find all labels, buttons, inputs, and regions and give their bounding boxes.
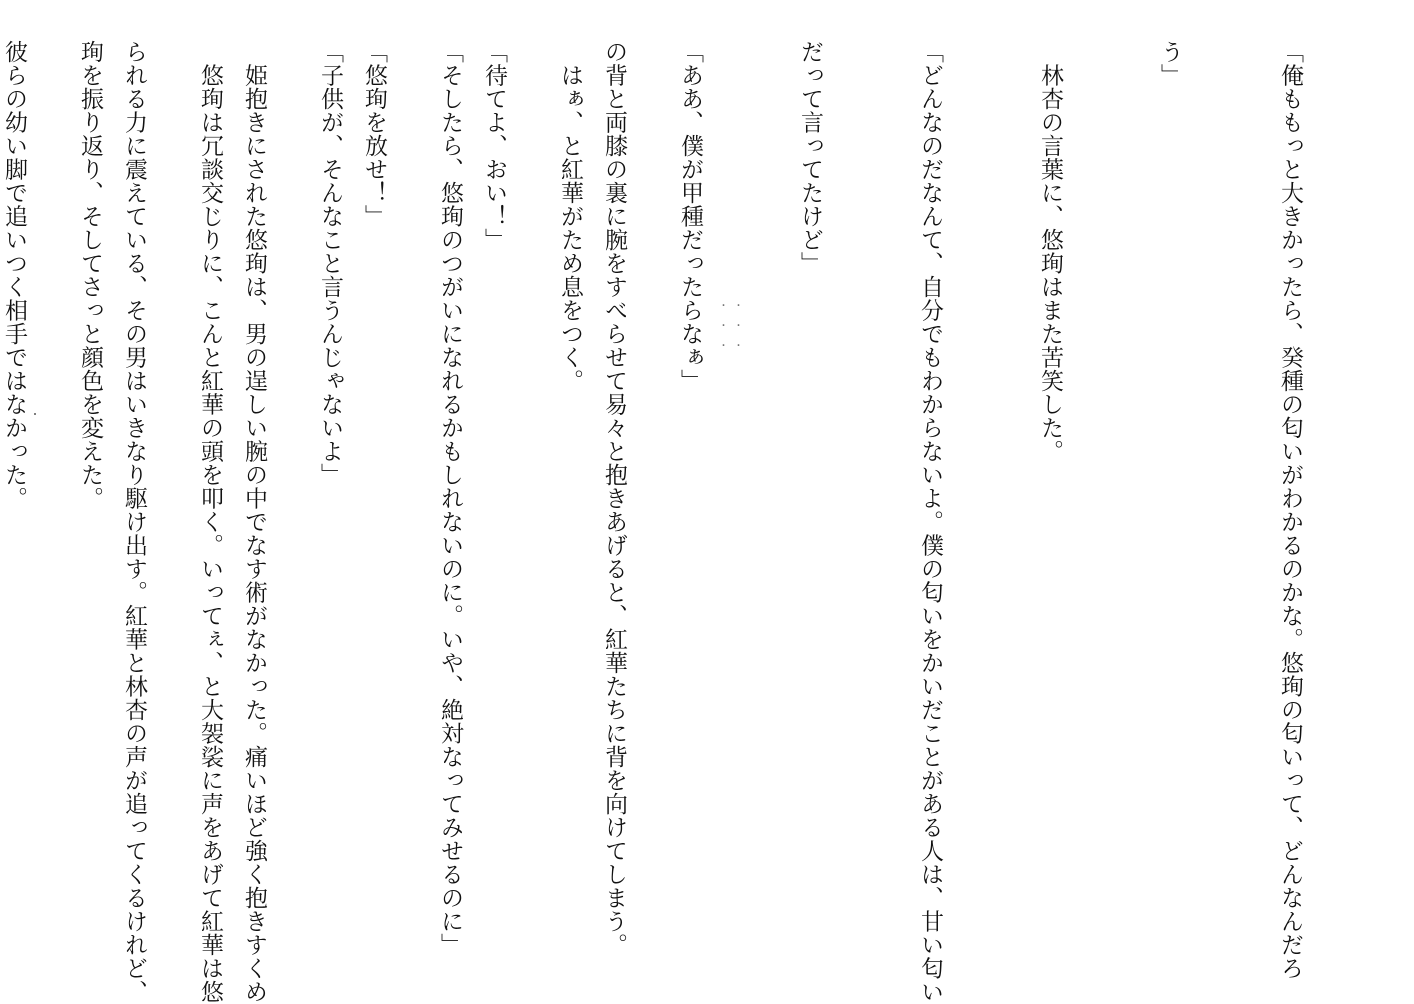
text-line: 「どんなのだなんて、自分でもわからないよ。僕の匂いをかいだことがある人は、甘い匂い	[917, 40, 943, 1004]
text-line: の背と両膝の裏に腕をすべらせて易々と抱きあげると、紅華たちに背を向けてしまう。	[601, 40, 627, 957]
text-line: 「子供が、そんなこと言うんじゃないよ」	[317, 40, 343, 487]
text-line: 珣を振り返り、そしてさっと顔色を変えた。	[77, 40, 103, 510]
text-line: はぁ、と紅華がため息をつく。	[557, 40, 583, 393]
text-column-left	[1, 40, 714, 1004]
text-line: 姫抱きにされた悠珣は、男の逞しい腕の中でなす術がなかった。痛いほど強く抱きすくめ	[241, 40, 267, 1004]
text-line: う」	[1157, 40, 1183, 87]
text-line: 「待てよ、おい！」	[481, 40, 507, 252]
text-line: られる力に震えている、その男はいきなり駆け出す。紅華と林杏の声が追ってくるけれど、	[121, 40, 147, 1004]
text-line: 林杏の言葉に、悠珣はまた苦笑した。	[1037, 40, 1063, 463]
text-line: 「ああ、僕が甲種だったらなぁ」	[677, 40, 703, 393]
text-line: 「俺ももっと大きかったら、癸種の匂いがわかるのかな。悠珣の匂いって、どんなんだろ	[1277, 40, 1303, 980]
text-line: 悠珣は冗談交じりに、こんと紅華の頭を叩く。いってぇ、と大袈裟に声をあげて紅華は悠	[197, 40, 223, 1004]
text-line: 「悠珣を放せ！」	[361, 40, 387, 228]
text-line: だって言ってたけど」	[797, 40, 823, 275]
text-line: 「そしたら、悠珣のつがいになれるかもしれないのに。いや、絶対なってみせるのに」	[437, 40, 463, 957]
text-line: 彼らの幼い脚で追いつく相手ではなかった。	[1, 40, 27, 510]
scene-break-separator	[716, 300, 744, 420]
scene-break-mark: ・・・	[716, 300, 727, 360]
scan-dot	[34, 413, 36, 415]
scene-break-mark: ・・・	[731, 300, 742, 360]
